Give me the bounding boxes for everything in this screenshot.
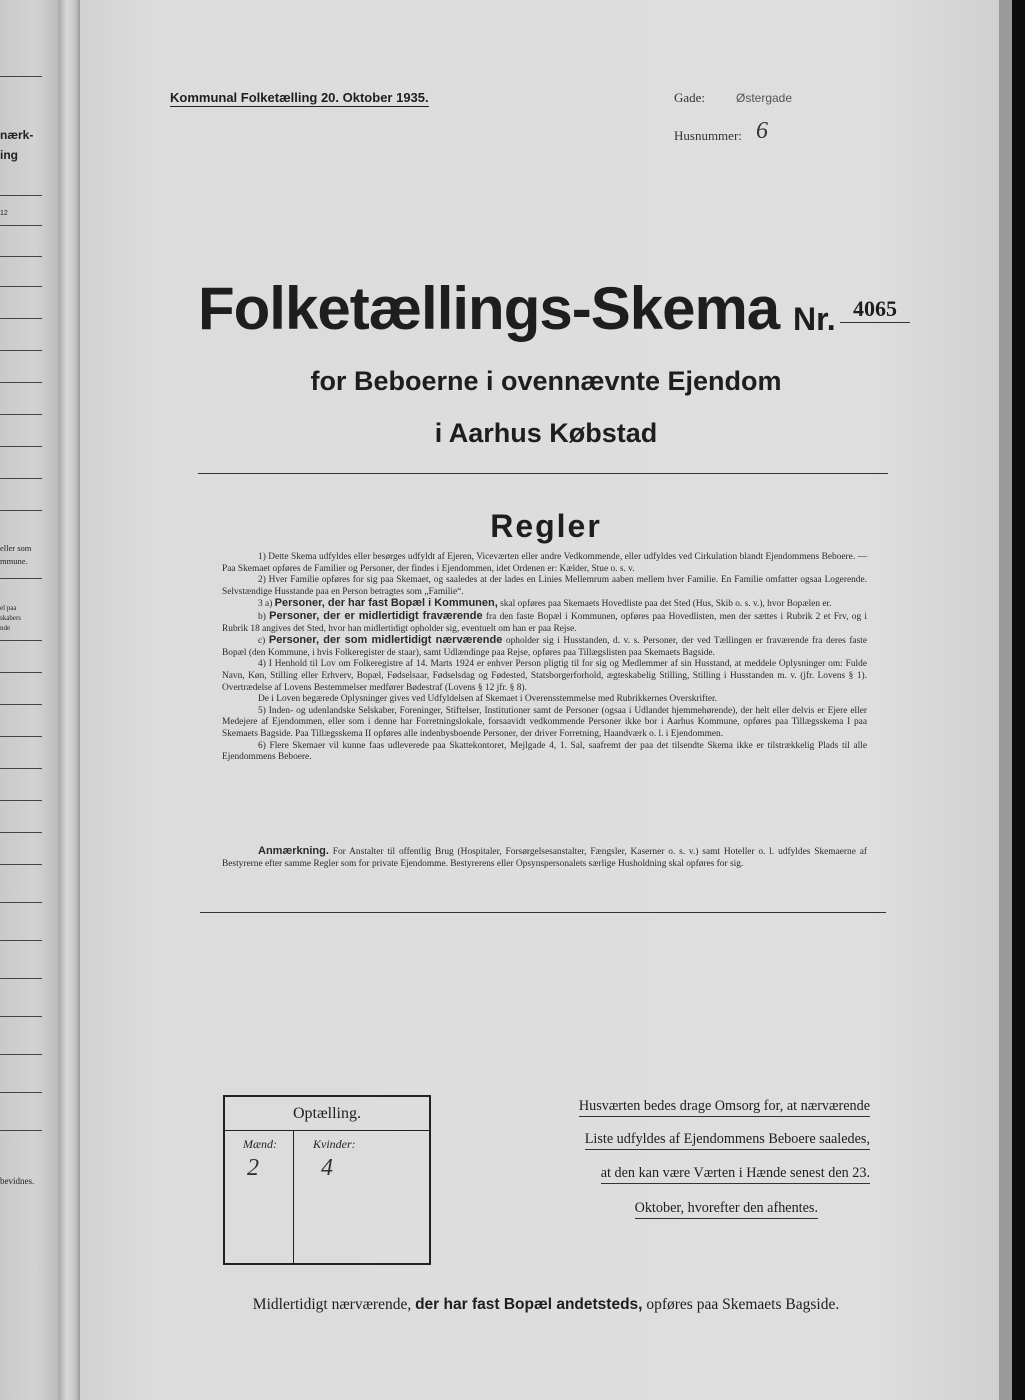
census-heading: Kommunal Folketælling 20. Oktober 1935. [170,90,429,105]
adjacent-page-text: nde [0,624,11,632]
book-binding [58,0,80,1400]
footer-note-post: opføres paa Skemaets Bagside. [646,1296,840,1313]
adjacent-page-rule [0,478,42,479]
landlord-notice-line: at den kan være Værten i Hænde senest den 23. [601,1165,870,1184]
page-edge [999,0,1012,1400]
adjacent-page-rule [0,578,42,579]
rule-3b-emphasis: Personer, der er midlertidigt fraværende [269,609,483,622]
rule-3b-number: b) [258,611,266,622]
form-subtitle-city: i Aarhus Købstad [434,418,658,448]
footer-note-bold: der har fast Bopæl andetsteds, [415,1296,643,1313]
tally-men-label: Mænd: [243,1137,277,1151]
adjacent-page-rule [0,672,42,673]
adjacent-page-rule [0,864,42,865]
tally-box [223,1095,431,1265]
adjacent-page-rule [0,318,42,319]
footer-note-pre: Midlertidigt nærværende, [252,1296,412,1313]
remark-text: For Anstalter til offentlig Brug (Hospitaler, Forsørgelsesanstalter, Fængsler, Kaserner o. s. v.) samt Hoteller o. l. udfyldes Skemaerne af Bestyrerne efter samme Regler som for private Ejendomme. Bestyrerens eller Opsynspersonalets særlige Husholdning skal opføres for sig. [222,847,868,869]
landlord-notice-line: Oktober, hvorefter den afhentes. [635,1200,818,1219]
adjacent-page-rule [0,832,42,833]
adjacent-page-rule [0,978,42,979]
rule-3c [222,635,867,659]
landlord-notice-line: Liste udfyldes af Ejendommens Beboere saaledes, [585,1131,870,1150]
rule-3a-number: 3 a) [258,599,273,610]
divider [200,912,886,913]
rule-3c-emphasis: Personer, der som midlertidigt nærværende [268,634,503,647]
adjacent-page-rule [0,350,42,351]
rule-3c-number: c) [258,636,266,647]
adjacent-page-rule [0,940,42,941]
form-title: Folketællings-Skema [198,275,780,342]
adjacent-page-rule [0,704,42,705]
adjacent-page-rule [0,902,42,903]
form-subtitle: for Beboerne i ovennævnte Ejendom [310,366,782,396]
tally-title: Optælling. [292,1105,361,1122]
rule-3b [222,611,867,635]
rule-5: 5) Inden- og udenlandske Selskaber, Foreninger, Stiftelser, Institutioner samt de Personer (ogsaa i Udlandet hjemmehørende), der helt eller delvis er Ejere eller Medejere af Ejendommen, eller som i denne har Forretningslokale, forsaavidt vedkommende Personer ikke bor i Aarhus Kommune, opføres paa Tillægsskema I paa Skemaets Bagside. Paa Tillægsskema II opføres alle indenbysboende Personer, der driver Forretning, Haandværk o. l. i Ejendommen. [222,705,867,739]
rule-2: 2) Hver Familie opføres for sig paa Skemaet, og saaledes at der lades en Linies Mellemrum aaben mellem hver Familie. En Familie omfatter ogsaa Logerende. Selvstændige Husstande paa en Person betragtes som „Familie“. [222,575,867,597]
adjacent-page-rule [0,76,42,77]
rules-body [222,552,867,764]
adjacent-page-rule [0,1130,42,1131]
form-number-label: Nr. [793,301,836,337]
tally-women-value: 4 [321,1155,333,1181]
rule-3a-emphasis: Personer, der har fast Bopæl i Kommunen, [274,597,498,610]
adjacent-page-number: 12 [0,210,8,217]
tally-men-value: 2 [247,1155,259,1181]
tally-women-label: Kvinder: [313,1137,356,1151]
adjacent-page-text: skabers [0,614,21,622]
form-number-value: 4065 [840,296,910,323]
adjacent-page-text: eller som [0,543,32,553]
street-value: Østergade [736,91,793,105]
street-label: Gade: [674,90,706,105]
rule-3a-text: skal opføres paa Skemaets Hovedliste paa det Sted (Hus, Skib o. s. v.), hvor Bopælen er. [500,599,832,610]
rule-3b-text: fra den faste Bopæl i Kommunen, opføres paa Hovedlisten, men der sættes i Rubrik 2 et Frv, og i Rubrik 18 angives det Sted, hvor han midlertidigt opholder sig, eventuelt om han er paa Rejse. [222,611,868,634]
adjacent-page-rule [0,736,42,737]
adjacent-page-strip [0,0,58,1400]
adjacent-page-rule [0,1054,42,1055]
rule-6: 6) Flere Skemaer vil kunne faas udleverede paa Skattekontoret, Mejlgade 4, 1. Sal, saafremt der paa det tilsendte Skema ikke er tilstrækkelig Plads til alle Ejendommens Beboere. [222,740,867,763]
tally-column-divider [293,1130,294,1263]
adjacent-page-text: el paa [0,604,17,612]
adjacent-page-rule [0,800,42,801]
landlord-notice-line: Husværten bedes drage Omsorg for, at nærværende [579,1098,870,1117]
adjacent-page-rule [0,195,42,196]
adjacent-page-text: bevidnes. [0,1176,35,1186]
footer-note [80,1296,1012,1314]
adjacent-page-rule [0,414,42,415]
house-number-label: Husnummer: [674,128,742,143]
tally-divider [225,1130,429,1131]
rule-1: 1) Dette Skema udfyldes eller besørges udfyldt af Ejeren, Viceværten eller andre Vedkommende, eller udfyldes ved Cirkulation blandt Ejendommens Beboere. — Paa Skemaet opføres de Familier og Personer, der findes i Ejendommen, idet Ordenen er: Kælder, Stue o. s. v. [222,552,867,574]
adjacent-page-label: nærk- [0,128,34,142]
adjacent-page-rule [0,1016,42,1017]
divider [198,473,888,474]
adjacent-page-rule [0,382,42,383]
rule-4: 4) I Henhold til Lov om Folkeregistre af 14. Marts 1924 er enhver Person pligtig til for sig og Medlemmer af sin Husstand, at meddele Oplysninger om: Fulde Navn, Køn, Stilling eller Erhverv, Bopæl, Fødselsaar, Fødselsdag og Fødested, Statsborgerforhold, ægteskabelig Stilling, Stilling i Husstanden m. v. (jfr. Lovens § 1). Overtrædelse af Lovens Bestemmelser medfører Bødestraf (Lovens § 12 jfr. § 8). [222,659,867,693]
adjacent-page-rule [0,446,42,447]
rule-3c-text: opholder sig i Husstanden, d. v. s. Personer, der ved Tællingen er fraværende fra deres faste Bopæl (den Kommune, i hvis Folkeregister de staar), samt Udlændinge paa Rejse, opføres paa Tillægslisten paa Skemaets Bagside. [222,636,868,658]
adjacent-page-rule [0,510,42,511]
census-form-page [80,0,1012,1400]
adjacent-page-label: ing [0,148,18,162]
adjacent-page-text: mmune. [0,556,28,566]
adjacent-page-rule [0,1092,42,1093]
house-number-value: 6 [756,118,768,144]
rules-heading: Regler [490,508,602,544]
adjacent-page-rule [0,286,42,287]
remark-paragraph [222,846,867,870]
remark-lead: Anmærkning. [258,845,329,857]
adjacent-page-rule [0,225,42,226]
adjacent-page-rule [0,256,42,257]
rule-4b: De i Loven begærede Oplysninger gives ved Udfyldelsen af Skemaet i Overensstemmelse med Rubrikkernes Overskrifter. [258,694,717,705]
adjacent-page-rule [0,640,42,641]
adjacent-page-rule [0,768,42,769]
